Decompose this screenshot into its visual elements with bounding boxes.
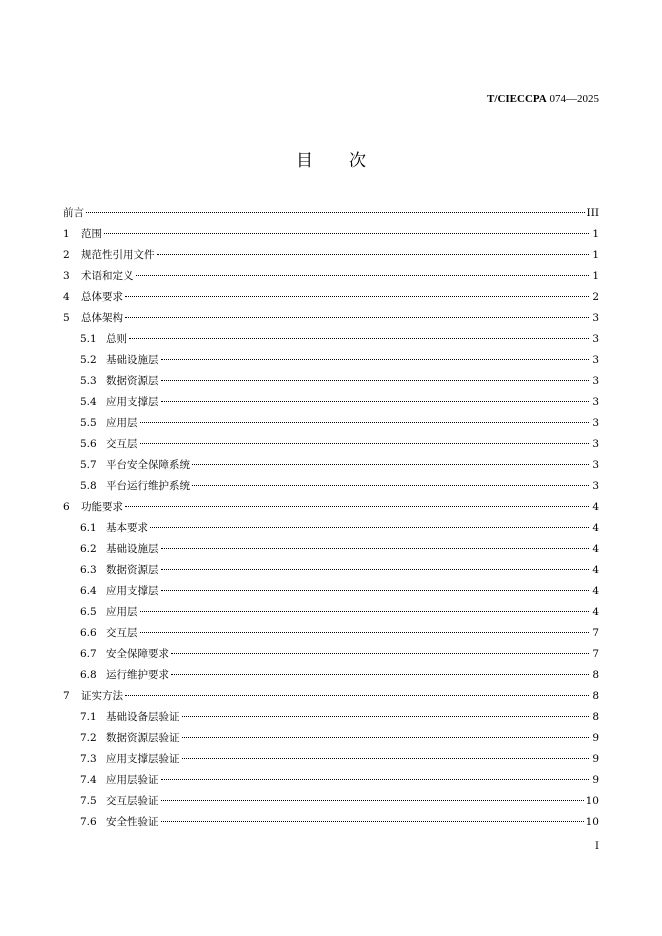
toc-entry-title: 总则	[106, 333, 127, 345]
toc-entry[interactable]	[63, 266, 599, 287]
toc-entry-page: 4	[592, 564, 599, 576]
toc-entry[interactable]	[63, 560, 599, 581]
toc-leader-dots	[182, 716, 590, 717]
toc-entry-number: 3	[63, 270, 70, 282]
toc-leader-dots	[161, 380, 590, 381]
toc-entry-page: 1	[592, 249, 599, 261]
toc-entry-page: 3	[592, 375, 599, 387]
toc-entry-title: 规范性引用文件	[81, 249, 155, 261]
toc-entry[interactable]	[63, 287, 599, 308]
toc-leader-dots	[161, 821, 584, 822]
toc-leader-dots	[140, 443, 590, 444]
toc-entry-number: 6.5	[80, 606, 97, 618]
toc-entry-title: 安全性验证	[106, 816, 159, 828]
toc-entry-number: 7.6	[80, 816, 97, 828]
toc-entry-page: 3	[592, 312, 599, 324]
toc-entry[interactable]	[63, 770, 599, 791]
toc-leader-dots	[136, 275, 590, 276]
toc-entry-title: 数据资源层验证	[106, 732, 180, 744]
toc-entry-title: 应用层	[106, 606, 138, 618]
toc-entry-number: 6.4	[80, 585, 97, 597]
toc-entry[interactable]	[63, 581, 599, 602]
toc-entry-page: 4	[592, 543, 599, 555]
toc-entry-title: 平台安全保障系统	[106, 459, 190, 471]
toc-entry-page: 3	[592, 396, 599, 408]
toc-leader-dots	[161, 590, 590, 591]
toc-entry[interactable]	[63, 329, 599, 350]
document-code-number: 074—2025	[546, 93, 599, 105]
toc-entry-title: 应用支撑层	[106, 585, 159, 597]
toc-entry-number: 1	[63, 228, 70, 240]
toc-entry-title: 功能要求	[81, 501, 123, 513]
toc-entry-number: 5	[63, 312, 70, 324]
toc-entry-title: 基本要求	[106, 522, 148, 534]
toc-entry-title: 基础设备层验证	[106, 711, 180, 723]
toc-entry-number: 7.1	[80, 711, 97, 723]
toc-entry-title: 总体要求	[81, 291, 123, 303]
toc-entry-title: 安全保障要求	[106, 648, 169, 660]
toc-entry[interactable]	[63, 308, 599, 329]
toc-leader-dots	[161, 569, 590, 570]
toc-entry-number: 5.1	[80, 333, 97, 345]
toc-entry-page: 3	[592, 480, 599, 492]
toc-entry-number: 5.4	[80, 396, 97, 408]
toc-leader-dots	[125, 695, 589, 696]
toc-entry[interactable]	[63, 791, 599, 812]
toc-entry-number: 5.5	[80, 417, 97, 429]
toc-leader-dots	[86, 212, 585, 213]
toc-entry[interactable]	[63, 392, 599, 413]
toc-entry-page: 8	[592, 669, 599, 681]
toc-entry[interactable]	[63, 371, 599, 392]
toc-entry-number: 6.2	[80, 543, 97, 555]
toc-entry-page: 7	[592, 648, 599, 660]
toc-entry-number: 6.7	[80, 648, 97, 660]
toc-leader-dots	[161, 548, 590, 549]
toc-entry-title: 平台运行维护系统	[106, 480, 190, 492]
toc-entry-title: 应用支撑层验证	[106, 753, 180, 765]
toc-entry-number: 6.1	[80, 522, 97, 534]
toc-leader-dots	[192, 485, 589, 486]
toc-entry-page: 10	[585, 816, 599, 828]
toc-entry-page: 9	[592, 753, 599, 765]
toc-entry-page: 2	[592, 291, 599, 303]
toc-entry[interactable]	[63, 434, 599, 455]
toc-entry-page: 4	[592, 522, 599, 534]
toc-entry-title: 基础设施层	[106, 543, 159, 555]
toc-entry-title: 数据资源层	[106, 375, 159, 387]
toc-leader-dots	[157, 254, 590, 255]
toc-entry-page: 9	[592, 774, 599, 786]
toc-entry-title: 交互层	[106, 438, 138, 450]
toc-leader-dots	[125, 317, 589, 318]
toc-leader-dots	[140, 632, 590, 633]
toc-entry-title: 范围	[81, 228, 102, 240]
toc-entry-page: 9	[592, 732, 599, 744]
toc-leader-dots	[161, 401, 590, 402]
toc-entry[interactable]	[63, 749, 599, 770]
toc-leader-dots	[171, 653, 589, 654]
toc-entry-number: 7.5	[80, 795, 97, 807]
toc-entry-number: 7.4	[80, 774, 97, 786]
toc-leader-dots	[192, 464, 589, 465]
toc-entry-page: 3	[592, 438, 599, 450]
toc-entry-number: 6.3	[80, 564, 97, 576]
toc-entry-number: 6.8	[80, 669, 97, 681]
toc-entry[interactable]	[63, 476, 599, 497]
toc-entry-number: 4	[63, 291, 70, 303]
toc-entry[interactable]	[63, 602, 599, 623]
toc-entry[interactable]	[63, 245, 599, 266]
toc-entry-number: 5.3	[80, 375, 97, 387]
table-of-contents	[63, 203, 599, 833]
toc-entry-title: 术语和定义	[81, 270, 134, 282]
toc-entry-page: 4	[592, 501, 599, 513]
toc-entry-page: 3	[592, 333, 599, 345]
toc-leader-dots	[125, 506, 589, 507]
toc-entry-number: 5.6	[80, 438, 97, 450]
toc-entry-number: 5.7	[80, 459, 97, 471]
toc-entry-title: 应用层	[106, 417, 138, 429]
toc-entry-number: 5.2	[80, 354, 97, 366]
toc-entry-page: 3	[592, 354, 599, 366]
toc-entry[interactable]	[63, 518, 599, 539]
toc-entry-number: 5.8	[80, 480, 97, 492]
toc-title	[0, 146, 662, 171]
toc-entry-title: 前言	[63, 207, 84, 219]
toc-entry-page: 8	[592, 711, 599, 723]
toc-title-part2: 次	[349, 151, 366, 171]
toc-leader-dots	[125, 296, 589, 297]
toc-leader-dots	[171, 674, 589, 675]
toc-entry[interactable]	[63, 812, 599, 833]
toc-leader-dots	[140, 611, 590, 612]
toc-leader-dots	[129, 338, 589, 339]
toc-leader-dots	[150, 527, 589, 528]
toc-entry[interactable]	[63, 455, 599, 476]
toc-entry[interactable]	[63, 413, 599, 434]
toc-entry[interactable]	[63, 497, 599, 518]
toc-entry[interactable]	[63, 539, 599, 560]
toc-entry[interactable]	[63, 707, 599, 728]
toc-entry-page: 3	[592, 459, 599, 471]
toc-entry-number: 2	[63, 249, 70, 261]
toc-leader-dots	[182, 737, 590, 738]
toc-entry-page: III	[586, 207, 599, 219]
toc-entry[interactable]	[63, 665, 599, 686]
toc-entry[interactable]	[63, 350, 599, 371]
toc-entry[interactable]	[63, 728, 599, 749]
toc-entry-number: 7.3	[80, 753, 97, 765]
toc-entry-number: 6	[63, 501, 70, 513]
toc-entry-page: 3	[592, 417, 599, 429]
toc-title-part1: 目	[296, 151, 313, 171]
toc-leader-dots	[182, 758, 590, 759]
toc-entry[interactable]	[63, 623, 599, 644]
toc-leader-dots	[161, 800, 584, 801]
document-code-prefix: T/CIECCPA	[487, 93, 547, 105]
toc-entry-title: 运行维护要求	[106, 669, 169, 681]
toc-entry-title: 数据资源层	[106, 564, 159, 576]
toc-entry-page: 4	[592, 606, 599, 618]
toc-entry-number: 7	[63, 690, 70, 702]
toc-leader-dots	[104, 233, 589, 234]
document-code	[487, 93, 599, 105]
toc-leader-dots	[161, 359, 590, 360]
toc-entry-title: 应用支撑层	[106, 396, 159, 408]
toc-entry-page: 10	[585, 795, 599, 807]
toc-entry-title: 基础设施层	[106, 354, 159, 366]
toc-entry-title: 证实方法	[81, 690, 123, 702]
toc-entry-number: 6.6	[80, 627, 97, 639]
toc-entry-title: 交互层验证	[106, 795, 159, 807]
toc-leader-dots	[140, 422, 590, 423]
toc-entry-title: 交互层	[106, 627, 138, 639]
toc-entry[interactable]	[63, 224, 599, 245]
toc-leader-dots	[161, 779, 590, 780]
toc-entry-page: 8	[592, 690, 599, 702]
toc-entry[interactable]	[63, 686, 599, 707]
page-number: I	[595, 841, 599, 852]
toc-entry[interactable]	[63, 203, 599, 224]
toc-entry-page: 1	[592, 228, 599, 240]
toc-entry-page: 4	[592, 585, 599, 597]
toc-entry-title: 应用层验证	[106, 774, 159, 786]
toc-entry[interactable]	[63, 644, 599, 665]
toc-entry-number: 7.2	[80, 732, 97, 744]
toc-entry-page: 7	[592, 627, 599, 639]
toc-entry-title: 总体架构	[81, 312, 123, 324]
toc-entry-page: 1	[592, 270, 599, 282]
